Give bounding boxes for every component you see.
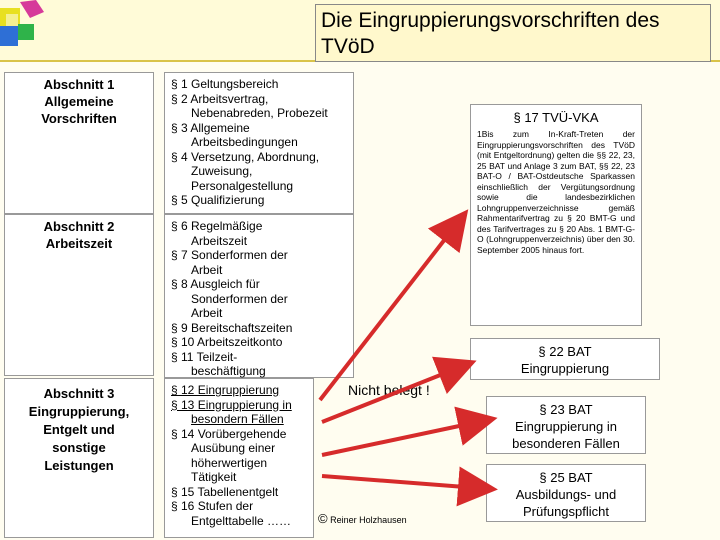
arrow-16-to-bat25 (322, 476, 478, 488)
paragraph-line: § 6 Regelmäßige (171, 219, 263, 233)
paragraph-line: § 15 Tabellenentgelt (171, 484, 279, 499)
paragraph-line: § 3 Allgemeine (171, 120, 250, 135)
paragraph-line: Tätigkeit (191, 470, 237, 484)
paragraph-line: § 1 Geltungsbereich (171, 77, 279, 91)
paragraph-line: § 5 Qualifizierung (171, 193, 265, 207)
copyright-icon: © (318, 511, 328, 526)
paragraph-line: Sonderformen der (191, 291, 288, 306)
paragraph-line: Arbeitsbedingungen (191, 135, 298, 149)
not-occupied-text: Nicht belegt ! (348, 382, 430, 398)
paragraph-line: besondern Fällen (191, 412, 284, 426)
paragraph-line: § 11 Teilzeit- (171, 349, 238, 364)
section-label-3: Abschnitt 3 Eingruppierung, Entgelt und sonstige Leistungen (28, 386, 130, 473)
arrow-14-to-bat23 (322, 422, 478, 455)
paragraph-line: § 4 Versetzung, Abordnung, (171, 149, 320, 164)
paragraph-line: § 7 Sonderformen der (171, 248, 288, 262)
paragraph-line: beschäftigung (191, 364, 266, 378)
arrow-12-to-bat22 (322, 368, 458, 422)
paragraph-line: Arbeit (191, 262, 223, 277)
section-label-1: Abschnitt 1 Allgemeine Vorschriften (41, 77, 117, 126)
paragraph-line: Zuweisung, (191, 164, 253, 178)
tvu-title: § 17 TVÜ-VKA (513, 110, 599, 125)
page-title-text: Die Eingruppierungsvorschriften des TVöD (321, 9, 660, 58)
paragraph-line: Arbeit (191, 306, 223, 320)
paragraph-line: § 9 Bereitschaftszeiten (171, 320, 293, 335)
paragraph-line: Personalgestellung (191, 178, 294, 193)
paragraph-line: § 12 Eingruppierung (171, 383, 280, 397)
paragraph-line: § 10 Arbeitszeitkonto (171, 335, 283, 349)
bat22-label: § 22 BAT Eingruppierung (520, 344, 610, 376)
paragraph-line: Arbeitszeit (191, 233, 248, 248)
paragraph-line: § 16 Stufen der (171, 499, 254, 513)
paragraph-line: § 8 Ausgleich für (171, 277, 260, 291)
tvu-text: 1Bis zum In-Kraft-Treten der Eingruppierungsvorschriften des TVöD (mit Entgeltordnung) gelten die §§ 22, 23, 25 BAT und Anlage 3 zum BAT, §§ 22, 23 BAT-O / BAT-Ostdeutsche Sparkassen einschließlich der Vergütungsordnung sowie die landesbezirklichen Lohngruppenverzeichnisse gemäß Rahmentarifvertrag zu § 20 BMT-G und des Tarifvertrages zu § 20 Abs. 1 BMT-G-O (Lohngruppenverzeichnis) über den 30. September 2005 hinaus fort. (477, 129, 635, 255)
paragraph-line: § 13 Eingruppierung in (171, 397, 292, 412)
author-name: Reiner Holzhausen (330, 515, 407, 525)
bat25-label: § 25 BAT Ausbildungs- und Prüfungspflicht (515, 470, 617, 519)
paragraph-line: § 14 Vorübergehende (171, 426, 287, 441)
section-label-2: Abschnitt 2 Arbeitszeit (43, 219, 115, 251)
paragraph-line: § 2 Arbeitsvertrag, (171, 91, 269, 106)
paragraph-line: Nebenabreden, Probezeit (191, 106, 328, 120)
paragraph-line: Entgelttabelle …… (191, 513, 292, 528)
paragraph-line: Ausübung einer (191, 441, 276, 455)
paragraph-line: höherwertigen (191, 455, 268, 470)
bat23-label: § 23 BAT Eingruppierung in besonderen Fällen (512, 402, 620, 451)
arrow-12-to-17 (320, 225, 456, 400)
